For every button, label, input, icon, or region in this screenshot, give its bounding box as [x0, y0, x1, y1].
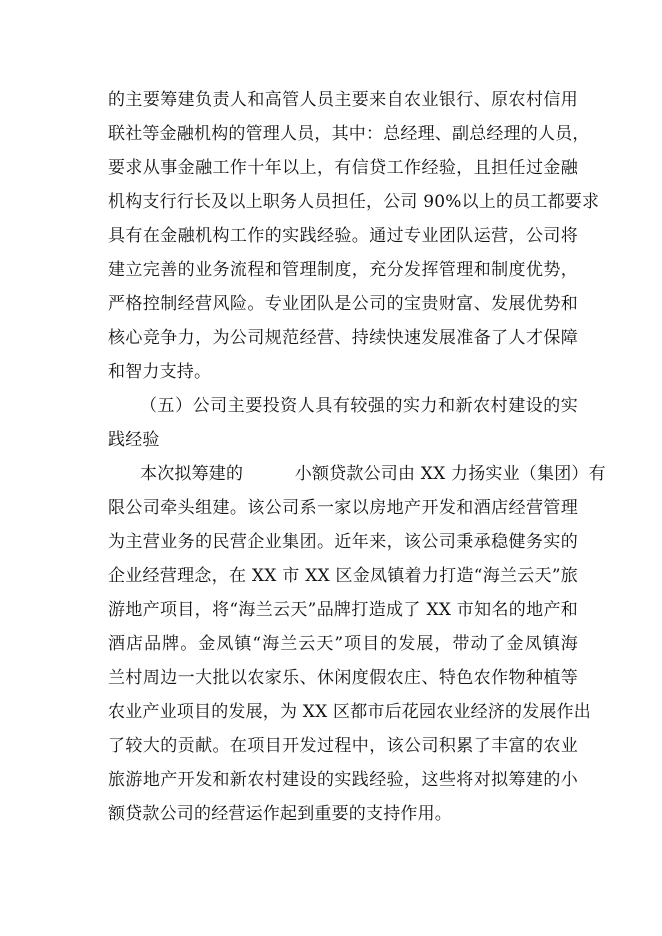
- paragraph-1-line-2: 联社等金融机构的管理人员，其中：总经理、副总经理的人员，: [108, 124, 590, 144]
- paragraph-2-line-11: 额贷款公司的经营运作起到重要的支持作用。: [108, 804, 452, 824]
- paragraph-2-line-5: 游地产项目，将“海兰云天”品牌打造成了 XX 市知名的地产和: [108, 600, 578, 620]
- paragraph-2-line-3: 为主营业务的民营企业集团。近年来，该公司秉承稳健务实的: [108, 532, 578, 552]
- section-heading-line-2: 践经验: [108, 430, 160, 450]
- paragraph-2-line-6: 酒店品牌。金凤镇“海兰云天”项目的发展，带动了金凤镇海: [108, 634, 578, 654]
- paragraph-1-line-4: 机构支行行长及以上职务人员担任，公司 90%以上的员工都要求: [108, 192, 600, 212]
- paragraph-2-line-4: 企业经营理念，在 XX 市 XX 区金凤镇着力打造“海兰云天”旅: [108, 566, 578, 586]
- paragraph-1-line-6: 建立完善的业务流程和管理制度，充分发挥管理和制度优势，: [108, 260, 578, 280]
- paragraph-1-line-1: 的主要筹建负责人和高管人员主要来自农业银行、原农村信用: [108, 90, 578, 110]
- section-heading-line-1: （五）公司主要投资人具有较强的实力和新农村建设的实: [140, 396, 578, 416]
- paragraph-2-line-7: 兰村周边一大批以农家乐、休闲度假农庄、特色农作物种植等: [108, 668, 578, 688]
- paragraph-2-line-8: 农业产业项目的发展，为 XX 区都市后花园农业经济的发展作出: [108, 702, 592, 722]
- paragraph-1-line-9: 和智力支持。: [108, 362, 212, 382]
- paragraph-2-line-2: 限公司牵头组建。该公司系一家以房地产开发和酒店经营管理: [108, 498, 578, 518]
- paragraph-1-line-8: 核心竞争力，为公司规范经营、持续快速发展准备了人才保障: [108, 328, 578, 348]
- paragraph-2-line-1: 本次拟筹建的 小额贷款公司由 XX 力扬实业（集团）有: [140, 464, 606, 484]
- paragraph-1-line-3: 要求从事金融工作十年以上，有信贷工作经验，且担任过金融: [108, 158, 578, 178]
- paragraph-2-line-10: 旅游地产开发和新农村建设的实践经验，这些将对拟筹建的小: [108, 770, 578, 790]
- paragraph-1-line-5: 具有在金融机构工作的实践经验。通过专业团队运营，公司将: [108, 226, 578, 246]
- paragraph-2-line-9: 了较大的贡献。在项目开发过程中，该公司积累了丰富的农业: [108, 736, 578, 756]
- paragraph-1-line-7: 严格控制经营风险。专业团队是公司的宝贵财富、发展优势和: [108, 294, 578, 314]
